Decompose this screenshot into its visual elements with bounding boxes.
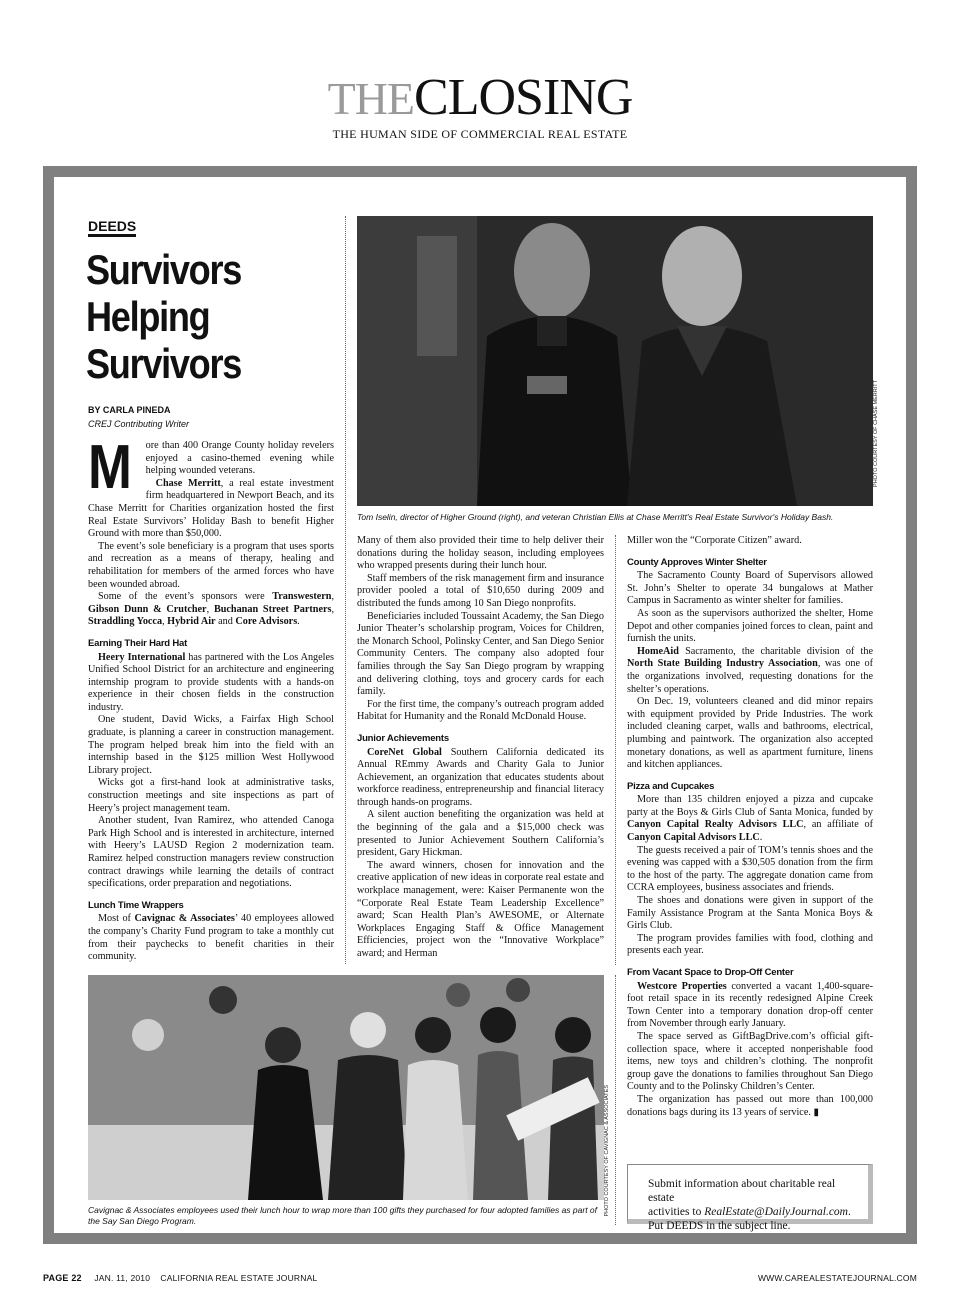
subhead: County Approves Winter Shelter bbox=[627, 556, 767, 568]
paragraph: The organization has passed out more than 100,000 donations bags during its 13 years of service. ▮ bbox=[627, 1093, 873, 1118]
paragraph: Another student, Ivan Ramirez, who attended Canoga Park High School and is interested in architecture, interned with Heery’s LAUSD Region 2 modernization team. Ramirez helped construction managers review construction contract drawings while learning the details of contract specifications, order preparation and negotiations. bbox=[88, 815, 334, 890]
article-column-1 bbox=[88, 433, 335, 964]
drop-cap: M bbox=[88, 433, 132, 502]
submit-line: Submit information about charitable real estate bbox=[648, 1178, 836, 1204]
photo-holiday-bash bbox=[357, 216, 873, 506]
paragraph: Heery International has partnered with the Los Angeles Unified School District for an architecture and engineering internship program to provide students with a hands-on experience in their chosen fields in the construction industry. bbox=[88, 651, 334, 713]
paragraph: A silent auction benefiting the organization was held at the beginning of the gala and a $15,000 check was presented to Junior Achievement Southern California’s president, Gary Hickman. bbox=[357, 809, 604, 859]
submit-info-box bbox=[627, 1164, 873, 1232]
photo-caption-top: Tom Iselin, director of Higher Ground (right), and veteran Christian Ellis at Chase Merritt's Real Estate Survivor's Holiday Bash. bbox=[357, 512, 834, 522]
section-tag: DEEDS bbox=[88, 218, 136, 237]
page-number: PAGE 22 bbox=[43, 1273, 82, 1283]
website-link[interactable]: WWW.CAREALESTATEJOURNAL.COM bbox=[757, 1273, 917, 1283]
photo-illustration bbox=[357, 216, 873, 506]
subhead: Junior Achievements bbox=[357, 732, 449, 744]
subhead: Earning Their Hard Hat bbox=[88, 637, 188, 649]
paragraph: More than 135 children enjoyed a pizza and cupcake party at the Boys & Girls Club of Santa Monica, funded by Canyon Capital Realty Advisors LLC, an affiliate of Canyon Capital Advisors LLC. bbox=[627, 794, 873, 844]
masthead-title bbox=[0, 69, 960, 126]
paragraph: The event’s sole beneficiary is a program that uses sports and recreation as a means of therapy, healing and rehabilitation for members of the armed forces who have been wounded abroad. bbox=[88, 540, 334, 590]
issue-date: JAN. 11, 2010 bbox=[94, 1273, 151, 1283]
photo-caption-bottom: Cavignac & Associates employees used their lunch hour to wrap more than 100 gifts they purchased for four adopted families as part of the Say San Diego Program. bbox=[88, 1205, 598, 1226]
publication-name: CALIFORNIA REAL ESTATE JOURNAL bbox=[160, 1273, 318, 1283]
paragraph: The Sacramento County Board of Supervisors allowed St. John’s Shelter to operate 34 bungalows at Mather Campus in Sacramento as winter shelter for families. bbox=[627, 570, 873, 607]
paragraph: Staff members of the risk management firm and insurance provider pooled a total of $10,650 during 2009 and distributed the funds among 10 San Diego nonprofits. bbox=[357, 572, 604, 609]
subhead: Lunch Time Wrappers bbox=[88, 899, 184, 911]
masthead-subtitle: THE HUMAN SIDE OF COMMERCIAL REAL ESTATE bbox=[332, 127, 628, 141]
paragraph: Miller won the “Corporate Citizen” award. bbox=[627, 535, 802, 546]
paragraph: HomeAid Sacramento, the charitable division of the North State Building Industry Association, was one of the organizations involved, requesting donations for the shelter’s operations. bbox=[627, 645, 874, 695]
masthead-closing: CLOSING bbox=[414, 69, 633, 126]
paragraph: Wicks got a first-hand look at administrative tasks, construction meetings and site inspections as part of Heery’s project management team. bbox=[88, 777, 334, 814]
headline-line: Survivors bbox=[86, 246, 242, 293]
photo-credit-bottom: PHOTO COURTESY OF CAVIGNAC & ASSOCIATES bbox=[604, 1085, 610, 1217]
subhead: Pizza and Cupcakes bbox=[627, 780, 715, 792]
paragraph: The program provides families with food, clothing and presents each year. bbox=[627, 932, 873, 957]
submit-email: RealEstate@DailyJournal.com bbox=[704, 1206, 848, 1218]
masthead-the: THE bbox=[327, 73, 415, 124]
photo-gift-wrapping bbox=[88, 975, 604, 1200]
article-column-2 bbox=[357, 535, 604, 961]
paragraph: Westcore Properties converted a vacant 1,400-square-foot retail space in its recently redesigned Alpine Creek Town Center into a temporary donation drop-off center from November through early January. bbox=[627, 980, 873, 1030]
paragraph: Some of the event’s sponsors were Transwestern, Gibson Dunn & Crutcher, Buchanan Street Partners, Straddling Yocca, Hybrid Air and Core Advisors. bbox=[88, 591, 335, 628]
paragraph: One student, David Wicks, a Fairfax High School graduate, is planning a career in construction management. The program helped break him into the field with an internship based in the $125 million West Hollywood Library project. bbox=[88, 714, 334, 776]
paragraph: Beneficiaries included Toussaint Academy, the San Diego Junior Theater’s scholarship program, Voices for Children, the Monarch School, Polinsky Center, and San Diego Senior Community Centers. The company also adopted four families through the Say San Diego program by wrapping and delivering clothing, toys and grocery cards for each family. bbox=[357, 610, 604, 698]
paragraph: The space served as GiftBagDrive.com’s official gift-collection space, where it accepted nonperishable food items, new toys and children’s clothing. The nonprofit group gave the donations to families throughout San Diego County and to the Polinsky Children’s Center. bbox=[627, 1030, 873, 1093]
paragraph: CoreNet Global Southern California dedicated its Annual REmmy Awards and Charity Gala to Junior Achievement, an organization that educates students about workforce readiness, entrepreneurship and financial literacy through hands-on programs. bbox=[357, 746, 604, 808]
headline-line: Helping bbox=[86, 293, 210, 340]
page-footer-left bbox=[43, 1273, 317, 1283]
paragraph: ore than 400 Orange County holiday revelers enjoyed a casino-themed evening while helping wounded veterans. bbox=[145, 440, 334, 477]
masthead bbox=[0, 69, 960, 142]
column-rule bbox=[345, 216, 346, 964]
paragraph: Many of them also provided their time to help deliver their donations during the holiday season, including employees who wrapped presents during their lunch hour. bbox=[357, 535, 604, 572]
headline-line: Survivors bbox=[86, 340, 242, 387]
headline bbox=[86, 246, 301, 387]
paragraph: On Dec. 19, volunteers cleaned and did minor repairs with equipment provided by Pride Industries. The work included cleaning carpet, walls and bathrooms, electrical, plumbing and paintwork. The organization also accepted monetary donations, as well as apartment furniture, linens and kitchen appliances. bbox=[627, 696, 873, 771]
column-rule bbox=[615, 535, 616, 965]
photo-credit-top: PHOTO COURTESY OF CHASE MERRITT bbox=[873, 380, 879, 487]
byline-title: CREJ Contributing Writer bbox=[88, 419, 190, 429]
subhead: From Vacant Space to Drop-Off Center bbox=[627, 967, 794, 978]
paragraph: The guests received a pair of TOM’s tennis shoes and the evening was capped with a $30,505 donation from the firm to the host of the party. The aggregate donation came from CCRA employees, business associates and friends. bbox=[627, 844, 873, 894]
photo-illustration bbox=[88, 975, 604, 1200]
paragraph: Most of Cavignac & Associates’ 40 employees allowed the company’s Charity Fund program to take a monthly cut from their paychecks to benefit charities in their community. bbox=[88, 913, 334, 963]
paragraph: The award winners, chosen for innovation and the creative application of new ideas in corporate real estate and workplace management, were: Kaiser Permanente won the “Corporate Real Estate Team Leadership Excellence” award; Scan Health Plan’s AWESOME, or Alternate Workplaces Engaging Staff & Office Management Efficiencies, project won the “Innovative Workplace” award; and Herman bbox=[357, 859, 604, 959]
submit-line: Put DEEDS in the subject line. bbox=[648, 1220, 791, 1232]
column-rule bbox=[615, 975, 616, 1225]
paragraph: For the first time, the company’s outreach program added Habitat for Humanity and the Ronald McDonald House. bbox=[357, 698, 604, 723]
paragraph: As soon as the supervisors authorized the shelter, Home Depot and other companies joined forces to clean, paint and furnish the units. bbox=[627, 607, 873, 645]
paragraph: Chase Merritt, a real estate investment firm headquartered in Newport Beach, and its Chase Merritt for Charities organization hosted the first Real Estate Survivors’ Holiday Bash to benefit Higher Ground with more than $50,000. bbox=[88, 477, 334, 540]
submit-line: activities to RealEstate@DailyJournal.com. bbox=[648, 1206, 851, 1218]
byline: BY CARLA PINEDA bbox=[88, 405, 171, 415]
article-column-3 bbox=[627, 535, 873, 1119]
paragraph: The shoes and donations were given in support of the Family Assistance Program at the Santa Monica Boys & Girls Club. bbox=[627, 895, 873, 932]
